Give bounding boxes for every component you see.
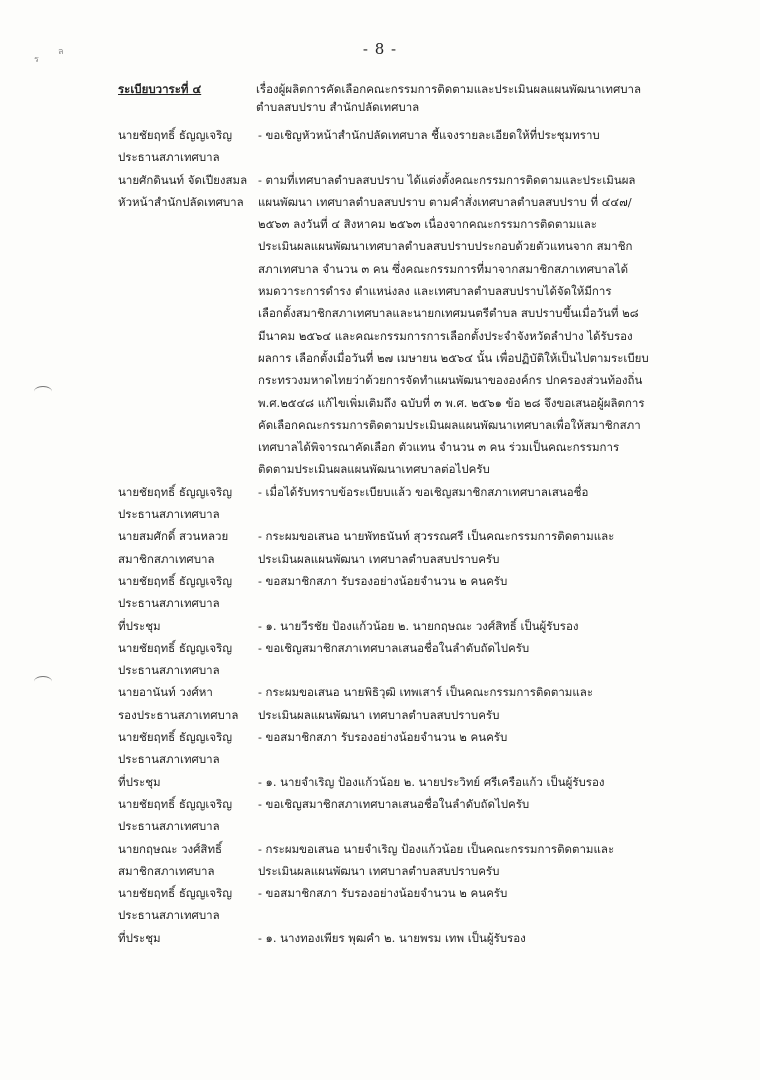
speech-line: ประเมินผลแผนพัฒนาเทศบาลตำบลสบปราบประกอบด้วยตัวแทนจาก สมาชิก (258, 239, 633, 254)
speaker-name: นายอานันท์ วงศ์หา (118, 685, 213, 700)
speech-line: - กระผมขอเสนอ นายพัทธนันท์ สุวรรณศรี เป็นคณะกรรมการติดตามและ (258, 529, 615, 544)
speaker-role: หัวหน้าสำนักปลัดเทศบาล (118, 194, 244, 209)
speaker-name: นายชัยฤทธิ์ ธัญญเจริญ (118, 886, 233, 901)
speaker-name: นายสมศักดิ์ สวนหลวย (118, 529, 229, 544)
speech-line: แผนพัฒนา เทศบาลตำบลสบปราบ ตามคำสั่งเทศบาลตำบลสบปราบ ที่ ๔๔๗/ (258, 194, 632, 209)
agenda-title-line: เรื่องผู้ผลิตการคัดเลือกคณะกรรมการติดตามและประเมินผลแผนพัฒนาเทศบาล (256, 82, 642, 96)
speaker-block (118, 570, 258, 615)
speaker-role: ประธานสภาเทศบาล (118, 819, 220, 834)
speaker-block (118, 481, 258, 526)
speech-line (258, 748, 708, 770)
speaker-block (118, 169, 258, 481)
minutes-entry (118, 882, 708, 927)
speaker-block (118, 927, 258, 949)
speaker-block (118, 838, 258, 883)
speaker-name: นายชัยฤทธิ์ ธัญญเจริญ (118, 796, 233, 811)
speech-line: เทศบาลได้พิจารณาคัดเลือก ตัวแทน จำนวน ๓ คน ร่วมเป็นคณะกรรมการ (258, 440, 620, 455)
speaker-name: นายชัยฤทธิ์ ธัญญเจริญ (118, 640, 233, 655)
minutes-body (118, 124, 708, 949)
speech-block (258, 838, 708, 883)
minutes-entry (118, 637, 708, 682)
speaker-role: สมาชิกสภาเทศบาล (118, 863, 215, 878)
speaker-role: ประธานสภาเทศบาล (118, 908, 220, 923)
speech-line (258, 659, 708, 681)
speech-block (258, 771, 708, 793)
speaker-role: สมาชิกสภาเทศบาล (118, 551, 215, 566)
speech-block (258, 637, 708, 682)
speech-line (258, 503, 708, 525)
speaker-role: ประธานสภาเทศบาล (118, 596, 220, 611)
speaker-role: ประธานสภาเทศบาล (118, 507, 220, 522)
minutes-entry (118, 793, 708, 838)
speaker-block (118, 637, 258, 682)
minutes-entry (118, 681, 708, 726)
speech-block (258, 726, 708, 771)
speaker-name: ที่ประชุม (118, 930, 161, 945)
speech-block (258, 615, 708, 637)
speaker-role: ประธานสภาเทศบาล (118, 663, 220, 678)
edge-mark: ร (34, 55, 39, 65)
speech-line: - ขอสมาชิกสภา รับรองอย่างน้อยจำนวน ๒ คนครับ (258, 573, 508, 588)
speech-line: - กระผมขอเสนอ นายจำเริญ ป้องแก้วน้อย เป็นคณะกรรมการติดตามและ (258, 841, 615, 856)
speaker-block (118, 793, 258, 838)
minutes-entry (118, 838, 708, 883)
minutes-entry (118, 771, 708, 793)
binder-hole-mark (34, 386, 52, 397)
speaker-block (118, 726, 258, 771)
speaker-role: รองประธานสภาเทศบาล (118, 707, 239, 722)
agenda-label: ระเบียบวาระที่ ๔ (118, 82, 202, 96)
speaker-block (118, 771, 258, 793)
speech-line: - ตามที่เทศบาลตำบลสบปราบ ได้แต่งตั้งคณะกรรมการติดตามและประเมินผล (258, 172, 636, 187)
speaker-block (118, 882, 258, 927)
speech-line: - ขอสมาชิกสภา รับรองอย่างน้อยจำนวน ๒ คนครับ (258, 730, 508, 745)
minutes-entry (118, 169, 708, 481)
speaker-name: นายชัยฤทธิ์ ธัญญเจริญ (118, 573, 233, 588)
speech-block (258, 570, 708, 615)
speech-line: คัดเลือกคณะกรรมการติดตามประเมินผลแผนพัฒนาเทศบาลเพื่อให้สมาชิกสภา (258, 417, 641, 432)
speech-line: มีนาคม ๒๕๖๔ และคณะกรรมการการเลือกตั้งประจำจังหวัดลำปาง ได้รับรอง (258, 328, 633, 343)
speech-line: - ขอเชิญสมาชิกสภาเทศบาลเสนอชื่อในลำดับถัดไปครับ (258, 796, 530, 811)
speech-block (258, 927, 708, 949)
speaker-role: ประธานสภาเทศบาล (118, 752, 220, 767)
speech-block (258, 169, 708, 481)
speech-block (258, 681, 708, 726)
edge-mark: ล (58, 47, 64, 57)
speaker-name: นายชัยฤทธิ์ ธัญญเจริญ (118, 730, 233, 745)
speech-line: หมดวาระการดำรง ตำแหน่งลง และเทศบาลตำบลสบปราบได้จัดให้มีการ (258, 284, 612, 299)
speech-block (258, 124, 708, 169)
speaker-name: ที่ประชุม (118, 774, 161, 789)
minutes-entry (118, 570, 708, 615)
speech-line: ประเมินผลแผนพัฒนา เทศบาลตำบลสบปราบครับ (258, 551, 500, 566)
speech-line: ประเมินผลแผนพัฒนา เทศบาลตำบลสบปราบครับ (258, 863, 500, 878)
speaker-name: นายชัยฤทธิ์ ธัญญเจริญ (118, 484, 233, 499)
speech-line (258, 815, 708, 837)
binder-hole-mark (34, 676, 52, 687)
speaker-name: ที่ประชุม (118, 618, 161, 633)
speaker-name: นายชัยฤทธิ์ ธัญญเจริญ (118, 128, 233, 142)
speaker-block (118, 681, 258, 726)
speech-line: - ๑. นางทองเพียร พุฒคำ ๒. นายพรม เทพ เป็นผู้รับรอง (258, 930, 526, 945)
minutes-entry (118, 481, 708, 526)
minutes-entry (118, 615, 708, 637)
speech-line: - ขอสมาชิกสภา รับรองอย่างน้อยจำนวน ๒ คนครับ (258, 886, 508, 901)
speech-block (258, 481, 708, 526)
speech-line: พ.ศ.๒๕๔๘ แก้ไขเพิ่มเติมถึง ฉบับที่ ๓ พ.ศ. ๒๕๖๑ ข้อ ๒๘ จึงขอเสนอผู้ผลิตการ (258, 395, 645, 410)
speech-line (258, 904, 708, 926)
minutes-entry (118, 726, 708, 771)
speaker-block (118, 525, 258, 570)
minutes-entry (118, 525, 708, 570)
speech-line: ผลการ เลือกตั้งเมื่อวันที่ ๒๗ เมษายน ๒๕๖๔ นั้น เพื่อปฏิบัติให้เป็นไปตามระเบียบ (258, 350, 649, 365)
agenda-title-line: ตำบลสบปราบ สำนักปลัดเทศบาล (256, 100, 420, 114)
minutes-entry (118, 124, 708, 169)
speech-line: - กระผมขอเสนอ นายพิธิวุฒิ เทพเสาร์ เป็นคณะกรรมการติดตามและ (258, 685, 594, 700)
speech-line: ประเมินผลแผนพัฒนา เทศบาลตำบลสบปราบครับ (258, 707, 500, 722)
speech-line: ๒๕๖๓ ลงวันที่ ๔ สิงหาคม ๒๕๖๓ เนื่องจากคณะกรรมการติดตามและ (258, 217, 597, 232)
speech-block (258, 793, 708, 838)
speaker-block (118, 615, 258, 637)
speech-line: - ขอเชิญหัวหน้าสำนักปลัดเทศบาล ชี้แจงรายละเอียดให้ที่ประชุมทราบ (258, 128, 600, 142)
speech-line (258, 592, 708, 614)
speech-block (258, 525, 708, 570)
speaker-role: ประธานสภาเทศบาล (118, 150, 220, 165)
speaker-name: นายกฤษณะ วงศ์สิทธิ์ (118, 841, 223, 856)
speech-line: เลือกตั้งสมาชิกสภาเทศบาลและนายกเทศมนตรีตำบล สบปราบขึ้นเมื่อวันที่ ๒๘ (258, 306, 639, 321)
page-number: - 8 - (362, 40, 398, 58)
speech-block (258, 882, 708, 927)
speech-line: - ๑. นายวีรชัย ป้องแก้วน้อย ๒. นายกฤษณะ วงศ์สิทธิ์ เป็นผู้รับรอง (258, 618, 579, 633)
speech-line: กระทรวงมหาดไทยว่าด้วยการจัดทำแผนพัฒนาขององค์กร ปกครองส่วนท้องถิ่น (258, 373, 643, 388)
minutes-entry (118, 927, 708, 949)
speech-line: - ๑. นายจำเริญ ป้องแก้วน้อย ๒. นายประวิทย์ ศรีเครือแก้ว เป็นผู้รับรอง (258, 774, 605, 789)
speech-line: สภาเทศบาล จำนวน ๓ คน ซึ่งคณะกรรมการที่มาจากสมาชิกสภาเทศบาลได้ (258, 261, 629, 276)
speaker-block (118, 124, 258, 169)
speech-line: ติดตามประเมินผลแผนพัฒนาเทศบาลต่อไปครับ (258, 462, 490, 477)
speech-line: - ขอเชิญสมาชิกสภาเทศบาลเสนอชื่อในลำดับถัดไปครับ (258, 640, 530, 655)
agenda-heading (118, 80, 698, 116)
speaker-name: นายศักดินนท์ จัดเปียงสมล (118, 172, 248, 187)
speech-line: - เมื่อได้รับทราบข้อระเบียบแล้ว ขอเชิญสมาชิกสภาเทศบาลเสนอชื่อ (258, 484, 589, 499)
